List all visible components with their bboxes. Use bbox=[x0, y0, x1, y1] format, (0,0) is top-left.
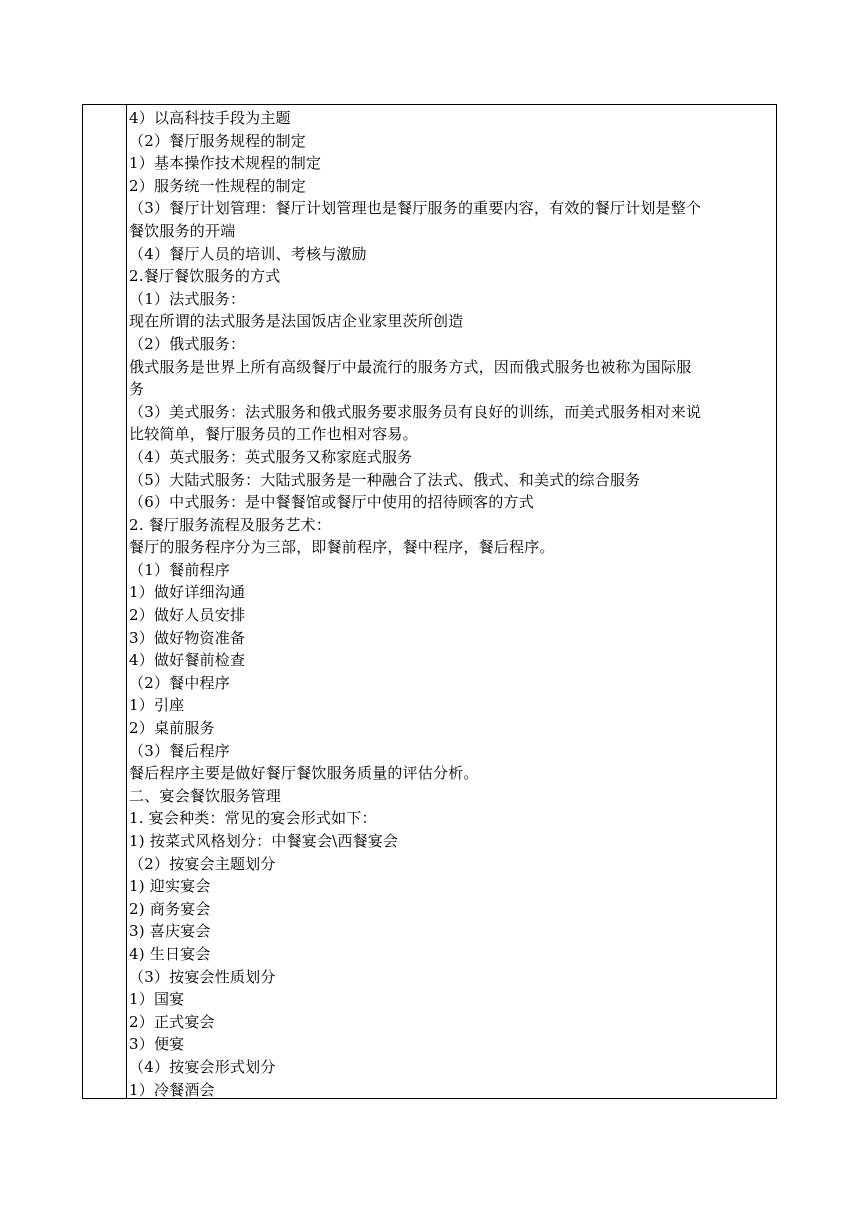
text-line: （2）餐中程序 bbox=[129, 673, 230, 692]
text-line: 1) 迎实宴会 bbox=[129, 877, 211, 896]
text-line: 1. 宴会种类：常见的宴会形式如下： bbox=[129, 809, 377, 828]
text-line: 1) 按菜式风格划分：中餐宴会\西餐宴会 bbox=[129, 832, 399, 850]
text-line: 2）服务统一性规程的制定 bbox=[129, 176, 306, 195]
text-line: （4）按宴会形式划分 bbox=[129, 1057, 276, 1076]
text-line: 俄式服务是世界上所有高级餐厅中最流行的服务方式，因而俄式服务也被称为国际服 bbox=[129, 357, 692, 376]
text-line: 2）做好人员安排 bbox=[129, 606, 246, 625]
text-line: 3）便宴 bbox=[129, 1035, 185, 1054]
text-line: 餐后程序主要是做好餐厅餐饮服务质量的评估分析。 bbox=[129, 764, 479, 783]
text-line: 4) 生日宴会 bbox=[129, 944, 211, 963]
text-line: （3）按宴会性质划分 bbox=[129, 967, 276, 986]
text-line: 2）桌前服务 bbox=[129, 719, 215, 738]
table-left-column bbox=[83, 105, 127, 1098]
document-table bbox=[82, 104, 777, 1099]
text-line: 4）做好餐前检查 bbox=[129, 651, 246, 670]
text-line: （1）餐前程序 bbox=[129, 560, 230, 579]
text-line: 现在所谓的法式服务是法国饭店企业家里茨所创造 bbox=[129, 312, 464, 331]
text-line: 务 bbox=[129, 380, 145, 399]
text-line: 3) 喜庆宴会 bbox=[129, 922, 211, 941]
text-line: （3）餐厅计划管理：餐厅计划管理也是餐厅服务的重要内容，有效的餐厅计划是整个 bbox=[129, 199, 702, 218]
text-line: 2）正式宴会 bbox=[129, 1012, 215, 1031]
text-line: 3）做好物资准备 bbox=[129, 628, 246, 647]
table-content-cell bbox=[129, 107, 776, 1098]
text-line: 2.餐厅餐饮服务的方式 bbox=[129, 267, 281, 286]
text-line: （3）美式服务：法式服务和俄式服务要求服务员有良好的训练，而美式服务相对来说 bbox=[129, 402, 702, 421]
text-line: 2) 商务宴会 bbox=[129, 899, 211, 918]
text-line: （6）中式服务：是中餐餐馆或餐厅中使用的招待顾客的方式 bbox=[129, 493, 534, 512]
text-line: （3）餐后程序 bbox=[129, 741, 230, 760]
text-line: 4）以高科技手段为主题 bbox=[129, 109, 291, 127]
text-line: 1）基本操作技术规程的制定 bbox=[129, 154, 322, 173]
text-line: （2）按宴会主题划分 bbox=[129, 854, 276, 873]
text-line: 餐饮服务的开端 bbox=[129, 221, 236, 240]
text-line: （2）俄式服务： bbox=[129, 334, 246, 353]
text-line: 比较简单，餐厅服务员的工作也相对容易。 bbox=[129, 425, 418, 444]
text-line: （4）英式服务：英式服务又称家庭式服务 bbox=[129, 447, 413, 466]
text-line: （2）餐厅服务规程的制定 bbox=[129, 131, 306, 150]
text-line: 1）冷餐酒会 bbox=[129, 1080, 215, 1098]
text-line: 1）国宴 bbox=[129, 990, 185, 1009]
text-line: （5）大陆式服务：大陆式服务是一种融合了法式、俄式、和美式的综合服务 bbox=[129, 470, 641, 489]
text-line: 1）引座 bbox=[129, 696, 185, 715]
text-line: （4）餐厅人员的培训、考核与激励 bbox=[129, 244, 367, 263]
text-line: 1）做好详细沟通 bbox=[129, 583, 246, 602]
text-line: 2. 餐厅服务流程及服务艺术： bbox=[129, 515, 332, 534]
text-line: （1）法式服务： bbox=[129, 289, 246, 308]
text-line: 二、宴会餐饮服务管理 bbox=[129, 786, 282, 805]
text-line: 餐厅的服务程序分为三部，即餐前程序，餐中程序，餐后程序。 bbox=[129, 538, 555, 557]
